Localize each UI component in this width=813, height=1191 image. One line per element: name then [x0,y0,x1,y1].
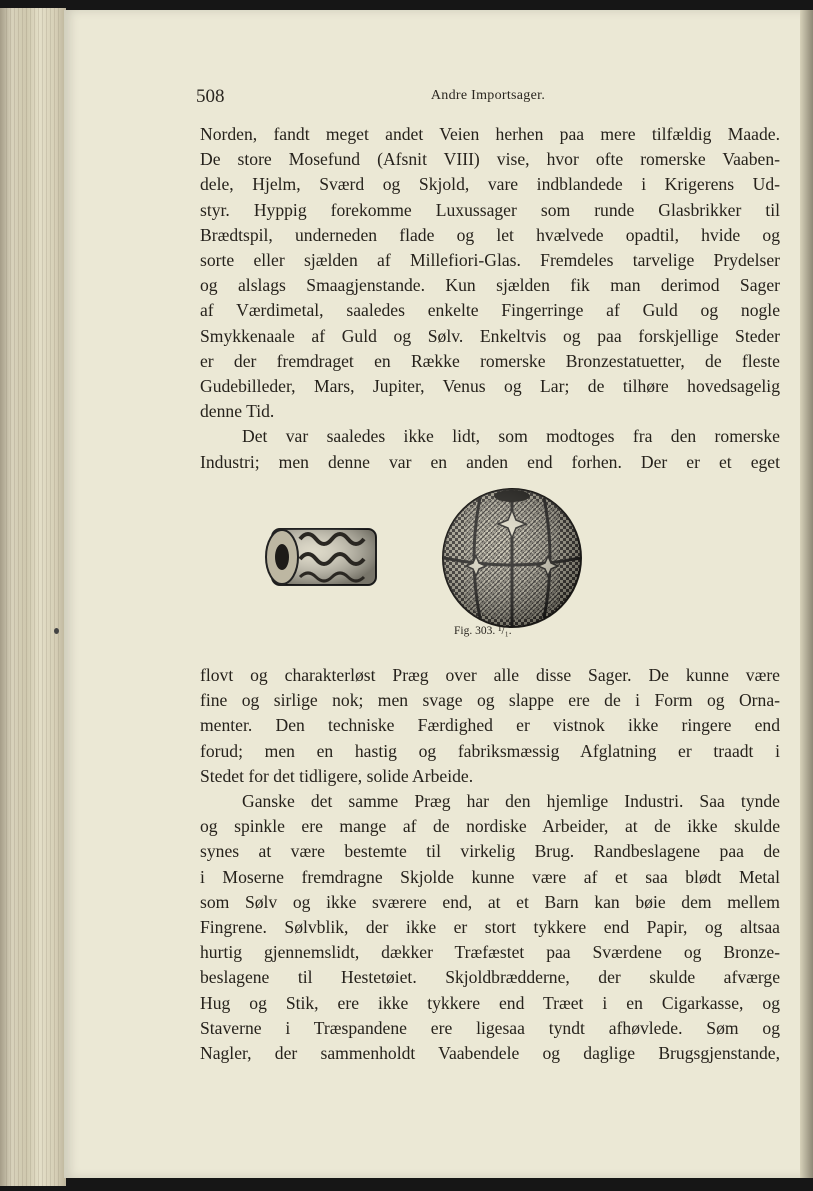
margin-mark [54,628,59,634]
text-line: Nagler, der sammenholdt Vaabendele og daglige Brugsgjenstande, [200,1043,780,1064]
text-line: forud; men en hastig og fabriksmæssig Afglatning er traadt i [200,740,780,761]
text-line: De store Mosefund (Afsnit VIII) vise, hvor ofte romerske Vaaben- [200,149,780,170]
round-bead [443,489,581,627]
text-line: af Værdimetal, saaledes enkelte Fingerringe af Guld og nogle [200,300,780,321]
page-right-edge [800,10,813,1178]
text-line: Ganske det samme Præg har den hjemlige Industri. Saa tynde [242,791,780,812]
text-line: Stedet for det tidligere, solide Arbeide. [200,765,474,786]
text-line: som Sølv og ikke sværere end, at et Barn kan bøie dem mellem [200,891,780,912]
text-line: Gudebilleder, Mars, Jupiter, Venus og Lar; de tilhøre hovedsagelig [200,376,780,397]
page-number: 508 [196,86,225,107]
text-line: Industri; men denne var en anden end forhen. Der er et eget [200,451,780,472]
text-line: og alslags Smaagjenstande. Kun sjælden fik man derimod Sager [200,275,780,296]
text-line: beslagene til Hestetøiet. Skjoldbrædderne, der skulde afværge [200,967,780,988]
text-line: Fingrene. Sølvblik, der ikke er stort tykkere end Papir, og altsaa [200,917,780,938]
beads-illustration [260,484,590,644]
text-line: Staverne i Træspandene ere ligesaa tyndt afhøvlede. Søm og [200,1017,780,1038]
text-line: sorte eller sjælden af Millefiori-Glas. Fremdeles tarvelige Prydelser [200,250,780,271]
text-line: Norden, fandt meget andet Veien herhen paa mere tilfældig Maade. [200,124,780,144]
figure-beads [260,484,590,644]
text-line: i Moserne fremdragne Skjolde kunne være af et saa blødt Metal [200,866,780,887]
text-line: styr. Hyppig forekomme Luxussager som runde Glasbrikker til [200,199,780,220]
text-line: er der fremdraget en Række romerske Bronzestatuetter, de fleste [200,350,780,371]
running-head [196,86,780,108]
page-stack-lines [6,8,62,1186]
figure-caption: Fig. 303. ¹/₁. [454,625,512,637]
text-block-lower [200,663,780,1066]
text-line: Brædtspil, underneden flade og let hvælvede opadtil, hvide og [200,224,780,245]
text-line: Hug og Stik, ere ikke tykkere end Træet i en Cigarkasse, og [200,992,780,1013]
text-line: hurtig gjennemslidt, dækker Træfæstet paa Sværdene og Bronze- [200,942,780,963]
text-line: fine og sirlige nok; men svage og slappe ere de i Form og Orna- [200,690,780,711]
cylinder-bead [266,529,376,585]
text-line: menter. Den techniske Færdighed er vistnok ikke ringere end [200,715,780,736]
text-line: dele, Hjelm, Sværd og Skjold, vare indblandede i Krigerens Ud- [200,174,780,195]
text-line: denne Tid. [200,401,275,422]
text-line: og spinkle ere mange af de nordiske Arbeider, at de ikke skulde [200,816,780,837]
text-line: synes at være bestemte til virkelig Brug. Randbeslagene paa de [200,841,780,862]
text-line: Smykkenaale af Guld og Sølv. Enkeltvis og paa forskjellige Steder [200,325,780,346]
text-line: Det var saaledes ikke lidt, som modtoges fra den romerske [242,426,780,447]
text-line: flovt og charakterløst Præg over alle disse Sager. De kunne være [200,665,780,685]
running-head-title: Andre Importsager. [430,88,546,103]
text-block-upper [200,122,780,475]
